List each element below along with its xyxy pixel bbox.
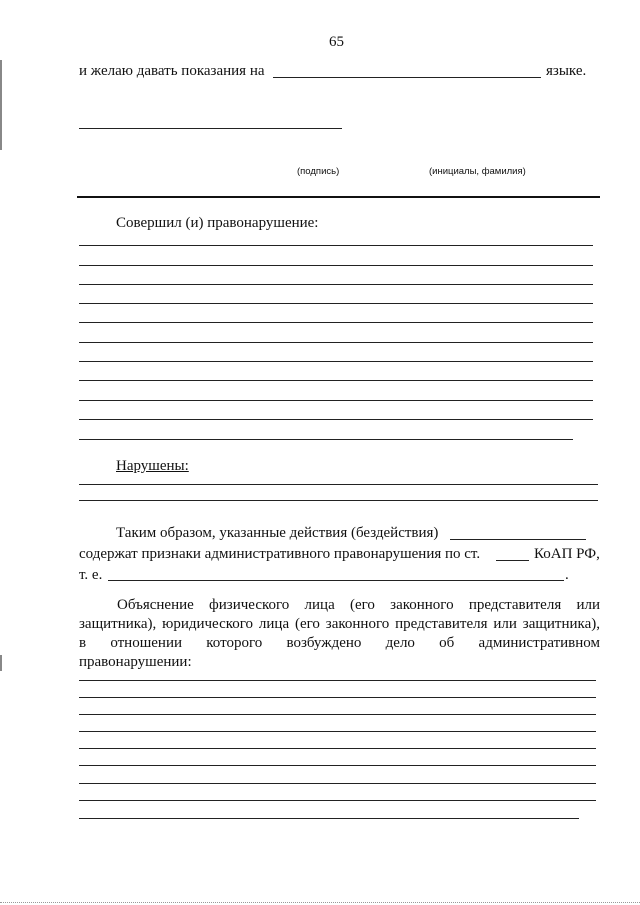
offense-line[interactable]: [79, 265, 593, 266]
offense-line[interactable]: [79, 245, 593, 246]
explanation-line[interactable]: [79, 783, 596, 784]
offense-line[interactable]: [79, 400, 593, 401]
explanation-line[interactable]: [79, 697, 596, 698]
offense-line[interactable]: [79, 284, 593, 285]
conclusion-line3-prefix: т. е.: [79, 567, 103, 583]
offense-line[interactable]: [79, 419, 593, 420]
offense-line[interactable]: [79, 342, 593, 343]
conclusion-line2-suffix: КоАП РФ,: [534, 546, 600, 562]
explanation-line4: правонарушении:: [79, 654, 192, 670]
offense-line[interactable]: [79, 380, 593, 381]
explanation-line[interactable]: [79, 714, 596, 715]
explanation-line3: в отношении которого возбуждено дело об административном: [79, 635, 600, 651]
signature-line[interactable]: [79, 128, 342, 129]
scan-edge-mark: [0, 655, 2, 671]
conclusion-line1: Таким образом, указанные действия (бездействия): [116, 525, 439, 541]
article-blank[interactable]: [496, 560, 529, 561]
explanation-line1: Объяснение физического лица (его законного представителя или: [117, 597, 600, 613]
language-suffix: языке.: [546, 63, 587, 79]
name-caption: (инициалы, фамилия): [429, 166, 526, 177]
section-divider: [77, 196, 600, 198]
explanation-line[interactable]: [79, 731, 596, 732]
offense-heading: Совершил (и) правонарушение:: [116, 215, 319, 231]
conclusion-line3-suffix: .: [565, 567, 569, 583]
explanation-line[interactable]: [79, 748, 596, 749]
scan-bottom-edge: [0, 902, 640, 903]
explanation-line[interactable]: [79, 765, 596, 766]
conclusion-line2-prefix: содержат признаки административного правонарушения по ст.: [79, 546, 481, 562]
explanation-line[interactable]: [79, 800, 596, 801]
violated-line[interactable]: [79, 500, 598, 501]
ie-blank[interactable]: [108, 580, 564, 581]
explanation-line[interactable]: [79, 818, 579, 819]
offense-line[interactable]: [79, 303, 593, 304]
scan-edge-mark: [0, 60, 2, 150]
explanation-line[interactable]: [79, 680, 596, 681]
violated-heading: Нарушены:: [116, 458, 189, 474]
language-prefix: и желаю давать показания на: [79, 63, 265, 79]
offense-line[interactable]: [79, 322, 593, 323]
offense-line[interactable]: [79, 439, 573, 440]
actions-blank[interactable]: [450, 539, 586, 540]
page-number: 65: [329, 34, 344, 50]
violated-line[interactable]: [79, 484, 598, 485]
signature-caption: (подпись): [297, 166, 340, 177]
offense-line[interactable]: [79, 361, 593, 362]
language-blank[interactable]: [273, 77, 541, 78]
explanation-line2: защитника), юридического лица (его законного представителя или защитника),: [79, 616, 600, 632]
